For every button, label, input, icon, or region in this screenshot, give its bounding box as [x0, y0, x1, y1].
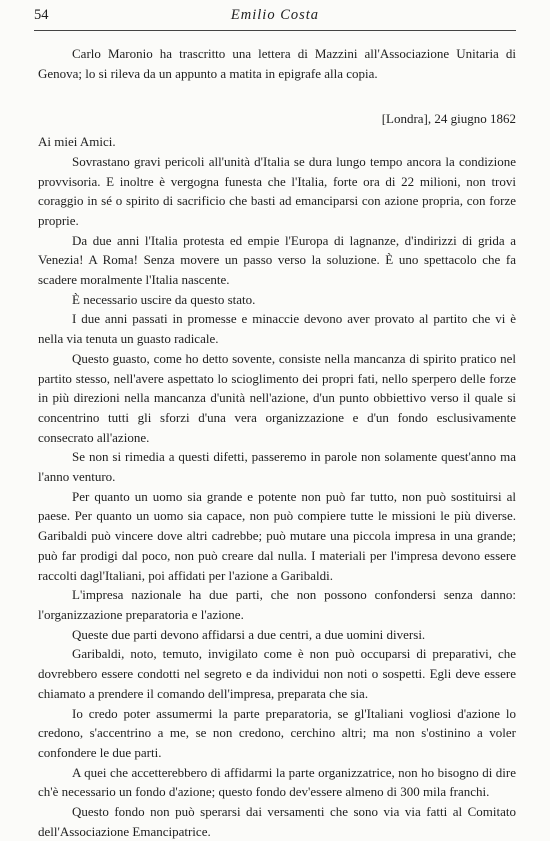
- paragraph: Per quanto un uomo sia grande e potente non può far tutto, non può sostituirsi al paese. Per quanto un uomo sia capace, non può compiere tutte le missioni le più diverse. Garibaldi può vincere dove altri cadrebbe; può mutare una piccola impresa in una grande; può far prodigi dal poco, non può creare dal nulla. I materiali per l'impresa devono essere raccolti dagl'Italiani, poi affidati per l'azione a Garibaldi.: [38, 488, 516, 583]
- paragraph: Da due anni l'Italia protesta ed empie l'Europa di lagnanze, d'indirizzi di grida a Venezia! A Roma! Senza movere un passo verso la soluzione. È uno spettacolo che fa scadere moralmente l'Italia nascente.: [38, 232, 516, 288]
- letter-salutation: Ai miei Amici.: [38, 134, 116, 150]
- running-title: Emilio Costa: [230, 7, 320, 23]
- paragraph: Sovrastano gravi pericoli all'unità d'Italia se dura lungo tempo ancora la condizione provvisoria. E inoltre è vergogna funesta che l'Italia, forte ora di 22 milioni, non trovi coraggio in sé o spirito di sacrificio che basti ad emanciparsi con azione propria, con forze proprie.: [38, 153, 516, 228]
- paragraph: Io credo poter assumermi la parte preparatoria, se gl'Italiani vogliosi d'azione lo credono, s'accentrino a me, se non credono, cerchino altri; ma non s'ostinino a voler confondere le due parti.: [38, 705, 516, 760]
- paragraph: Garibaldi, noto, temuto, invigilato come è non può occuparsi di preparativi, che dovrebbero essere condotti nel segreto e da individui non noti o sospetti. Egli deve essere chiamato a prendere il comando dell'impresa, preparata che sia.: [38, 646, 516, 701]
- paragraph: È necessario uscire da questo stato.: [72, 291, 256, 307]
- intro-note: Carlo Maronio ha trascritto una lettera di Mazzini all'Associazione Unitaria di Genova; lo si rileva da un appunto a matita in epigrafe alla copia.: [38, 46, 516, 81]
- page-body: [38, 44, 516, 841]
- paragraph: I due anni passati in promesse e minaccie devono aver provato al partito che vi è nella via tenuta un guasto radicale.: [38, 311, 516, 347]
- paragraph: Se non si rimedia a questi difetti, passeremo in parole non solamente quest'anno ma l'anno venturo.: [38, 449, 516, 485]
- paragraph: Questo guasto, come ho detto sovente, consiste nella mancanza di spirito pratico nel partito stesso, nell'avere aspettato lo scioglimento dei propri fati, nello sperpero delle forze in più direzioni nella mancanza d'unità nell'azione, d'un punto obbiettivo verso il quale si concentrino tutti gli sforzi d'una vera organizzazione e d'un fondo esclusivamente consecrato all'azione.: [38, 350, 516, 445]
- paragraph: A quei che accetterebbero di affidarmi la parte organizzatrice, non ho bisogno di dire ch'è necessario un fondo d'azione; questo fondo dev'essere almeno di 300 mila franchi.: [38, 764, 516, 800]
- page-number: 54: [34, 7, 49, 23]
- letter-date: [Londra], 24 giugno 1862: [381, 111, 516, 127]
- paragraph: Questo fondo non può sperarsi dai versamenti che sono via via fatti al Comitato dell'Associazione Emancipatrice.: [38, 804, 516, 839]
- page-header: [34, 4, 516, 31]
- paragraph: Queste due parti devono affidarsi a due centri, a due uomini diversi.: [72, 626, 426, 642]
- paragraph: L'impresa nazionale ha due parti, che non possono confondersi senza danno: l'organizzazione preparatoria e l'azione.: [38, 587, 516, 622]
